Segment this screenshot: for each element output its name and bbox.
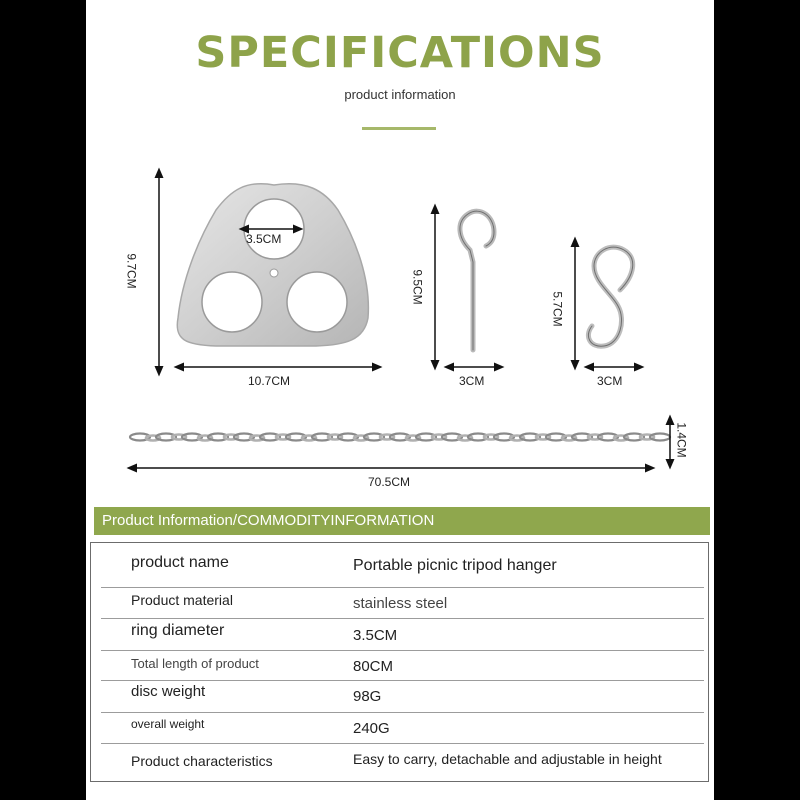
row-label: Product characteristics [131,753,273,769]
plate-height-label: 9.7CM [124,253,139,289]
row-label: overall weight [131,717,205,731]
row-label: ring diameter [131,622,225,639]
product-info-band-title: Product Information/COMMODITYINFORMATION [102,512,435,529]
row-value: 240G [353,720,390,737]
table-row [101,680,704,713]
row-value: Easy to carry, detachable and adjustable in height [353,751,662,767]
product-info-band [94,507,710,535]
long-hook [460,211,494,350]
row-label: disc weight [131,683,206,700]
s-hook-height-label: 5.7CM [550,291,565,327]
spec-table [90,542,709,782]
s-hook-width-label: 3CM [597,374,623,388]
chain-length-label: 70.5CM [368,475,411,489]
table-row [101,543,704,588]
ring-hole-label: 3.5CM [246,232,282,246]
table-row [101,650,704,681]
specifications-page [86,0,714,800]
plate-width-label: 10.7CM [248,374,291,388]
page-subtitle: product information [344,87,456,102]
chain [130,434,670,441]
tripod-plate [177,184,368,346]
hook-height-label: 9.5CM [410,269,425,305]
table-row [101,743,704,781]
hook-width-label: 3CM [459,374,485,388]
row-label: Total length of product [131,656,259,671]
chain-height-label: 1.4CM [674,422,689,458]
table-row [101,587,704,619]
s-hook [588,247,632,346]
row-value: 3.5CM [353,627,398,644]
table-row [101,618,704,651]
row-label: product name [131,554,229,571]
row-value: Portable picnic tripod hanger [353,557,557,574]
page-title: SPECIFICATIONS [195,28,605,78]
row-value: 98G [353,688,382,705]
row-value: 80CM [353,658,394,675]
row-value: stainless steel [353,595,448,612]
row-label: Product material [131,592,233,608]
product-illustration [86,0,714,500]
table-row [101,712,704,744]
